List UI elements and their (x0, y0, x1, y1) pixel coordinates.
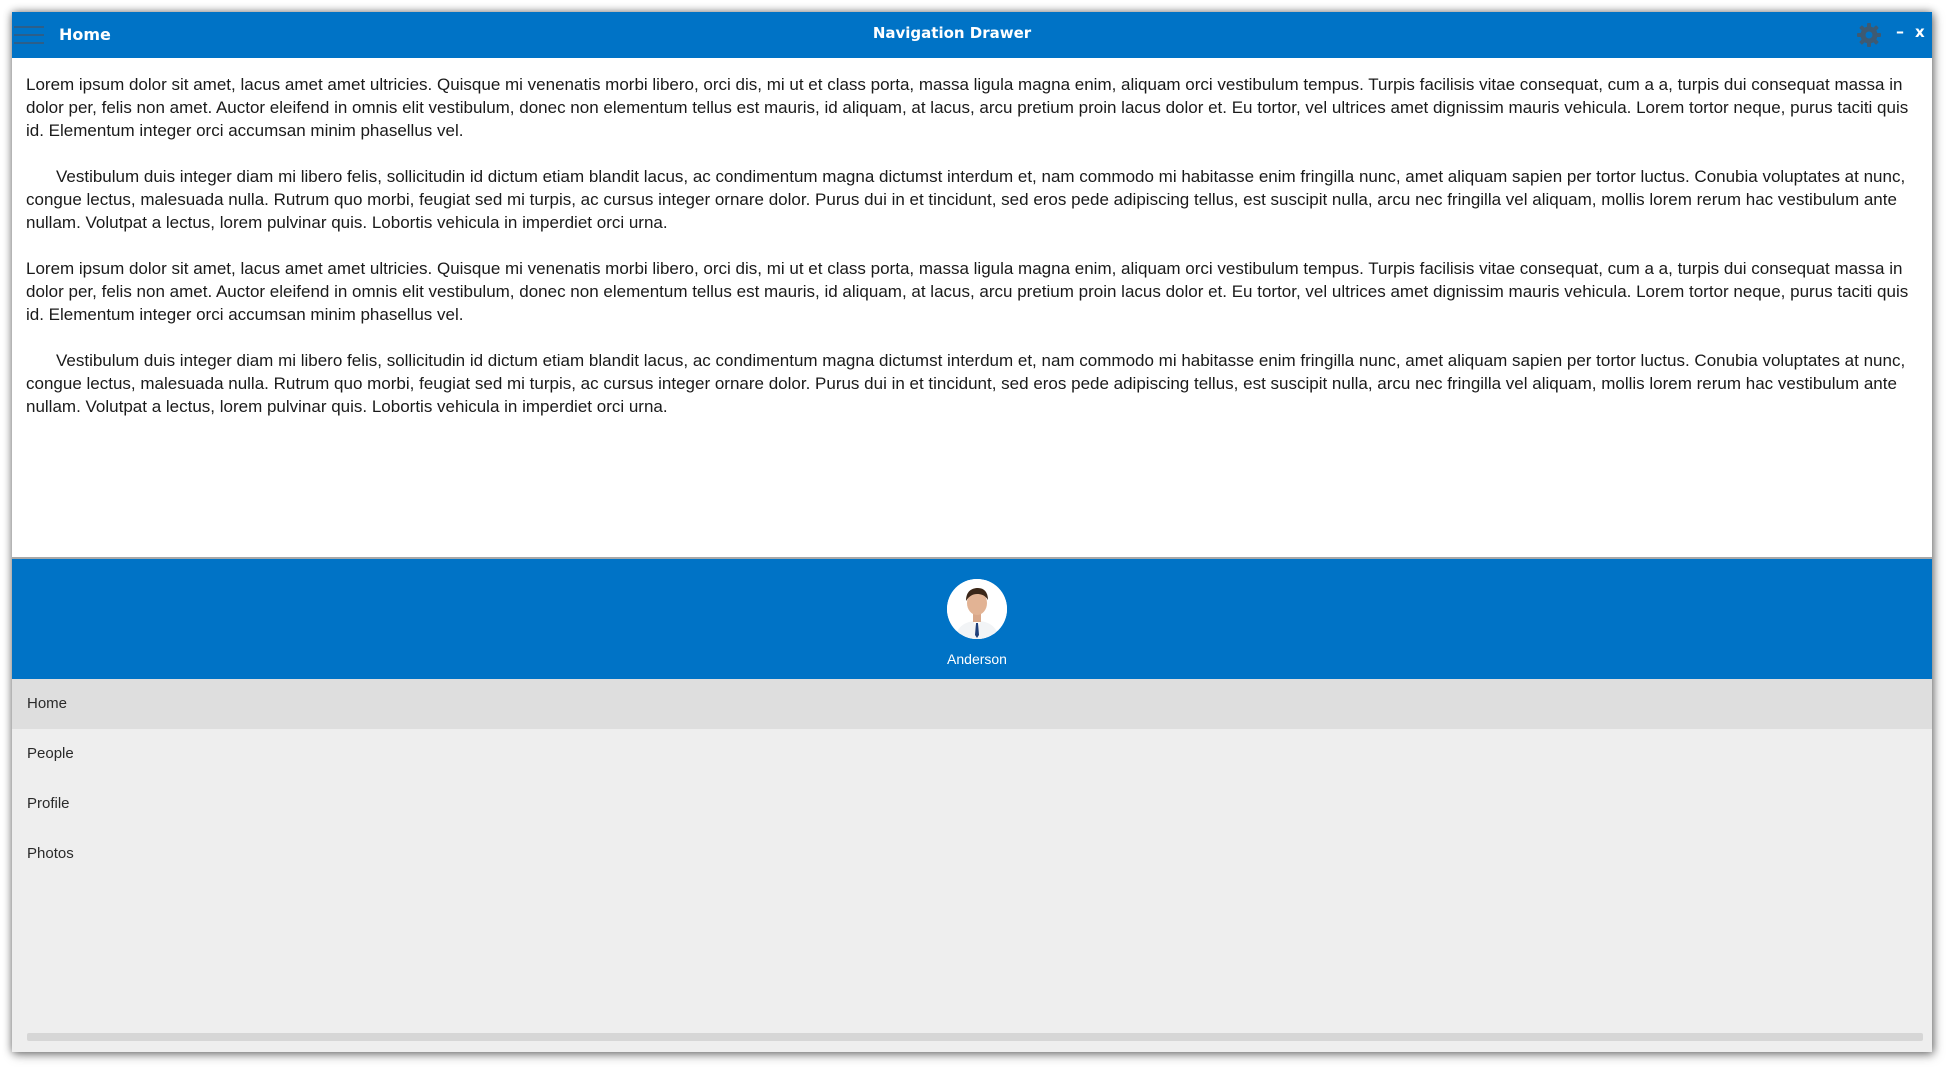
close-button[interactable]: x (1915, 23, 1925, 41)
content-paragraph: Lorem ipsum dolor sit amet, lacus amet amet ultricies. Quisque mi venenatis morbi libero, orci dis, mi ut et class porta, massa ligula magna enim, aliquam orci vestibulum tempus. Turpis facilisis vitae consequat, cum a a, turpis dui consequat massa in dolor per, felis non amet. Auctor eleifend in omnis elit vestibulum, donec non elementum tellus est mauris, id aliquam, at lacus, arcu pretium proin lacus dolor et. Eu tortor, vel ultrices amet dignissim mauris vehicula. Lorem tortor neque, purus taciti quis id. Elementum integer orci accumsan minim phasellus vel. (26, 75, 1909, 140)
drawer-item-people[interactable] (12, 729, 1932, 779)
app-window (12, 12, 1932, 1052)
gear-icon[interactable] (1856, 22, 1882, 48)
minimize-button[interactable]: – (1896, 22, 1904, 41)
drawer-item-profile[interactable] (12, 779, 1932, 829)
drawer-item-photos[interactable] (12, 829, 1932, 879)
drawer-item-label: Profile (27, 795, 70, 812)
drawer-menu (12, 679, 1932, 1052)
user-name: Anderson (947, 651, 1007, 667)
drawer-header (12, 559, 1932, 679)
drawer-item-label: People (27, 745, 74, 762)
user-avatar[interactable] (947, 579, 1007, 639)
drawer-item-home[interactable] (12, 679, 1932, 729)
content-paragraph: Vestibulum duis integer diam mi libero felis, sollicitudin id dictum etiam blandit lacus, ac condimentum magna dictumst interdum et, nam commodo mi habitasse enim fringilla nunc, amet aliquam sapien per tortor luctus. Conubia voluptates at nunc, congue lectus, malesuada nulla. Rutrum quo morbi, feugiat sed mi turpis, ac cursus integer ornare dolor. Purus dui in et tincidunt, sed eros pede adipiscing tellus, est suscipit nulla, arcu nec fringilla vel aliquam, mollis lorem rerum hac vestibulum ante nullam. Volutpat a lectus, lorem pulvinar quis. Lobortis vehicula in imperdiet orci urna. (26, 167, 1906, 232)
drawer-item-label: Photos (27, 845, 74, 862)
page-title: Home (59, 25, 111, 44)
drawer-item-label: Home (27, 695, 68, 712)
main-content (26, 73, 1926, 441)
window-title: Navigation Drawer (872, 24, 1032, 42)
title-bar (12, 12, 1932, 58)
content-paragraph: Vestibulum duis integer diam mi libero felis, sollicitudin id dictum etiam blandit lacus, ac condimentum magna dictumst interdum et, nam commodo mi habitasse enim fringilla nunc, amet aliquam sapien per tortor luctus. Conubia voluptates at nunc, congue lectus, malesuada nulla. Rutrum quo morbi, feugiat sed mi turpis, ac cursus integer ornare dolor. Purus dui in et tincidunt, sed eros pede adipiscing tellus, est suscipit nulla, arcu nec fringilla vel aliquam, mollis lorem rerum hac vestibulum ante nullam. Volutpat a lectus, lorem pulvinar quis. Lobortis vehicula in imperdiet orci urna. (26, 351, 1906, 416)
content-paragraph: Lorem ipsum dolor sit amet, lacus amet amet ultricies. Quisque mi venenatis morbi libero, orci dis, mi ut et class porta, massa ligula magna enim, aliquam orci vestibulum tempus. Turpis facilisis vitae consequat, cum a a, turpis dui consequat massa in dolor per, felis non amet. Auctor eleifend in omnis elit vestibulum, donec non elementum tellus est mauris, id aliquam, at lacus, arcu pretium proin lacus dolor et. Eu tortor, vel ultrices amet dignissim mauris vehicula. Lorem tortor neque, purus taciti quis id. Elementum integer orci accumsan minim phasellus vel. (26, 259, 1909, 324)
horizontal-scrollbar[interactable] (27, 1033, 1923, 1041)
